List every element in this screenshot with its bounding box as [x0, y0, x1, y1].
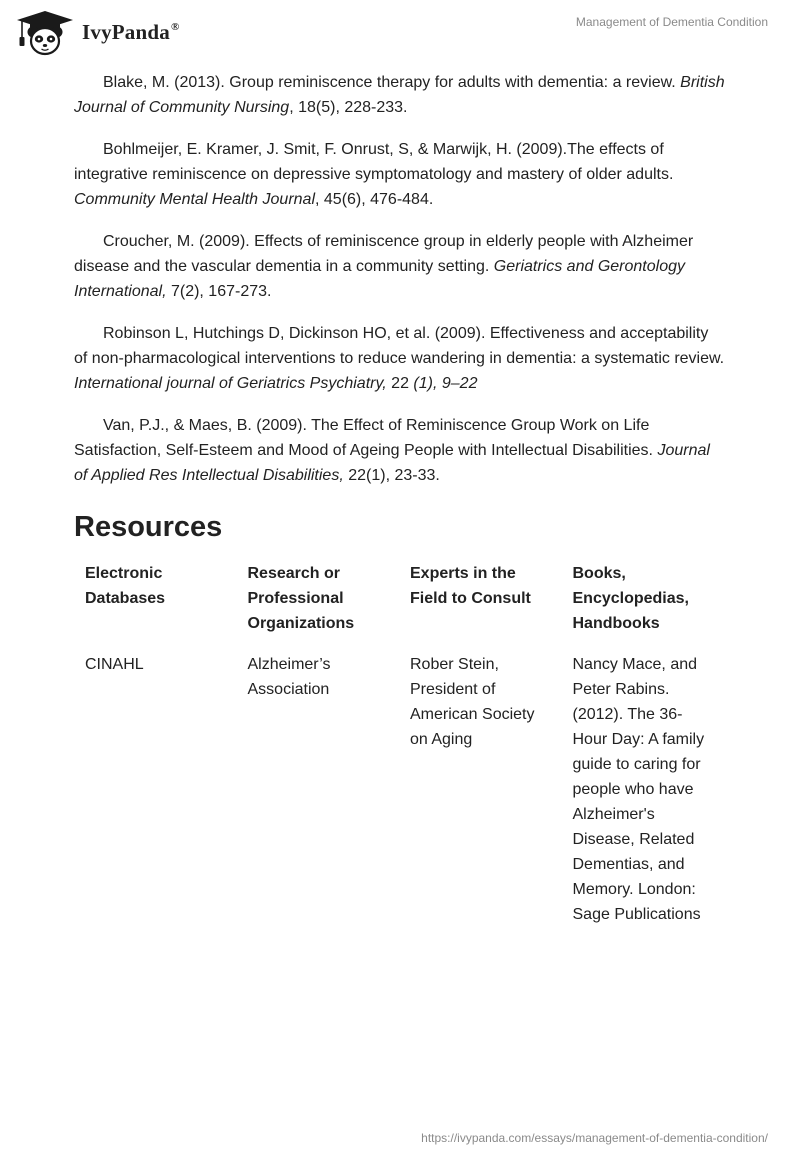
table-cell: CINAHL: [85, 656, 144, 673]
document-body: [74, 70, 726, 927]
table-cell: Rober Stein, President of American Society on Aging: [410, 656, 535, 748]
reference-entry: Blake, M. (2013). Group reminiscence therapy for adults with dementia: a review. British Journal of Community Nursing, 18(5), 228-233.: [74, 74, 725, 116]
table-row: [74, 652, 724, 927]
table-header-row: [74, 561, 724, 652]
column-header: Experts in the Field to Consult: [410, 565, 531, 607]
reference-entry: Croucher, M. (2009). Effects of reminiscence group in elderly people with Alzheimer disease and the vascular dementia in a community setting. Geriatrics and Gerontology International, 7(2), 167-273.: [74, 233, 694, 300]
source-url[interactable]: https://ivypanda.com/essays/management-of-dementia-condition/: [421, 1131, 768, 1145]
table-cell: Nancy Mace, and Peter Rabins. (2012). The 36-Hour Day: A family guide to caring for people who have Alzheimer's Disease, Related Dementias, and Memory. London: Sage Publications: [572, 656, 705, 923]
panda-graduate-icon: [14, 8, 76, 56]
reference-entry: Robinson L, Hutchings D, Dickinson HO, et al. (2009). Effectiveness and acceptability of non-pharmacological interventions to reduce wandering in dementia: a systematic review. International journal of Geriatrics Psychiatry, 22 (1), 9–22: [74, 325, 725, 392]
reference-entry: Bohlmeijer, E. Kramer, J. Smit, F. Onrust, S, & Marwijk, H. (2009).The effects of integrative reminiscence on depressive symptomatology and mastery of older adults. Community Mental Health Journal, 45(6), 476-484.: [74, 141, 674, 208]
reference-entry: Van, P.J., & Maes, B. (2009). The Effect of Reminiscence Group Work on Life Satisfaction, Self-Esteem and Mood of Ageing People with Intellectual Disabilities. Journal of Applied Res Intellectual Disabilities, 22(1), 23-33.: [74, 417, 710, 484]
table-cell: Alzheimer’s Association: [247, 656, 331, 698]
page-header: [0, 0, 800, 62]
brand-logo[interactable]: [14, 8, 179, 56]
document-title: Management of Dementia Condition: [575, 15, 768, 29]
column-header: Books, Encyclopedias, Handbooks: [572, 565, 689, 632]
column-header: Electronic Databases: [85, 565, 166, 607]
column-header: Research or Professional Organizations: [247, 565, 355, 632]
resources-heading: Resources: [74, 511, 223, 543]
brand-name: IvyPanda®: [82, 19, 180, 44]
resources-table: [74, 561, 724, 927]
